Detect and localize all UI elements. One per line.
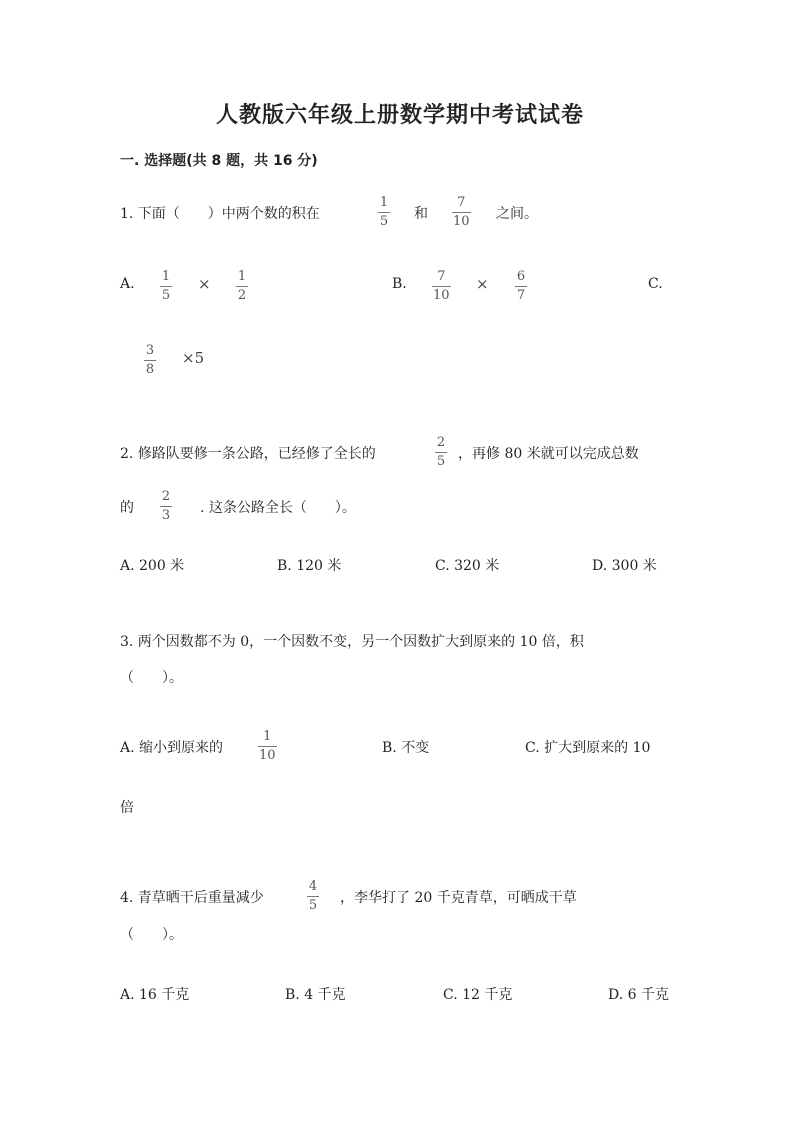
q1-option-b-fraction-2 — [515, 270, 527, 303]
numerator: 1 — [263, 729, 272, 744]
q4-prefix: 4. 青草晒干后重量减少 — [120, 890, 264, 906]
q3-option-c-continued: 倍 — [120, 800, 134, 816]
q2-option-c[interactable]: C. 320 米 — [435, 558, 500, 574]
q2-option-d[interactable]: D. 300 米 — [592, 558, 657, 574]
q4-option-c[interactable]: C. 12 千克 — [443, 987, 513, 1003]
q1-option-b-label: B. — [392, 276, 407, 292]
q1-mid: 和 — [414, 206, 428, 222]
q2-line2-prefix: 的 — [120, 500, 134, 516]
q1-fraction-b-numerator: 7 — [457, 195, 466, 210]
q1-option-c-fraction — [144, 344, 156, 377]
q2-prefix: 2. 修路队要修一条公路，已经修了全长的 — [120, 446, 376, 462]
section-heading: 一. 选择题(共 8 题，共 16 分) — [120, 153, 318, 169]
q1-option-c-label: C. — [648, 276, 663, 292]
q1-option-c-operator: ×5 — [182, 349, 205, 367]
q1-option-b-operator: × — [476, 275, 489, 293]
q3-option-c[interactable]: C. 扩大到原来的 10 — [525, 740, 651, 756]
denominator: 10 — [433, 288, 450, 303]
q2-fraction-b — [160, 490, 172, 523]
q1-option-a-fraction-2 — [236, 270, 248, 303]
numerator: 2 — [161, 489, 171, 504]
q2-option-b[interactable]: B. 120 米 — [277, 558, 342, 574]
denominator: 3 — [161, 508, 171, 523]
q2-suffix: ，再修 80 米就可以完成总数 — [458, 446, 639, 462]
denominator: 10 — [259, 748, 276, 763]
numerator: 1 — [237, 269, 247, 284]
q3-option-a-fraction — [258, 730, 277, 763]
q1-option-b-fraction-1 — [432, 270, 451, 303]
q4-fraction — [307, 880, 319, 913]
q3-line1: 3. 两个因数都不为 0，一个因数不变，另一个因数扩大到原来的 10 倍，积 — [120, 634, 584, 650]
q2-line2-suffix: . 这条公路全长（ ）。 — [200, 500, 356, 516]
q1-fraction-a-numerator: 1 — [379, 195, 389, 210]
q1-fraction-b-denominator: 10 — [453, 214, 470, 229]
q3-option-a[interactable]: A. 缩小到原来的 — [120, 740, 224, 756]
numerator: 4 — [308, 879, 318, 894]
denominator: 5 — [161, 288, 171, 303]
q4-option-d[interactable]: D. 6 千克 — [608, 987, 669, 1003]
q2-fraction-a — [435, 436, 447, 469]
q1-fraction-b — [452, 196, 471, 229]
q1-option-a-fraction-1 — [160, 270, 172, 303]
denominator: 8 — [145, 362, 155, 377]
numerator: 1 — [161, 269, 171, 284]
denominator: 7 — [516, 288, 526, 303]
page-title: 人教版六年级上册数学期中考试试卷 — [215, 102, 584, 128]
numerator: 7 — [437, 269, 446, 284]
q1-suffix: 之间。 — [496, 206, 538, 222]
denominator: 2 — [237, 288, 247, 303]
q1-option-a-operator: × — [198, 275, 211, 293]
q3-line2: （ ）。 — [120, 670, 183, 686]
q1-option-a-label: A. — [120, 276, 135, 292]
denominator: 5 — [308, 898, 318, 913]
denominator: 5 — [436, 454, 446, 469]
q4-option-b[interactable]: B. 4 千克 — [285, 987, 346, 1003]
q3-option-b[interactable]: B. 不变 — [382, 740, 430, 756]
numerator: 3 — [145, 343, 155, 358]
q2-option-a[interactable]: A. 200 米 — [120, 558, 185, 574]
numerator: 6 — [516, 269, 526, 284]
q4-line2: （ ）。 — [120, 927, 183, 943]
q4-option-a[interactable]: A. 16 千克 — [120, 987, 190, 1003]
q1-fraction-a — [378, 196, 390, 229]
q1-prefix: 1. 下面（ ）中两个数的积在 — [120, 206, 320, 222]
q1-fraction-a-denominator: 5 — [379, 214, 389, 229]
q4-suffix: ，李华打了 20 千克青草，可晒成干草 — [340, 890, 577, 906]
numerator: 2 — [436, 435, 446, 450]
